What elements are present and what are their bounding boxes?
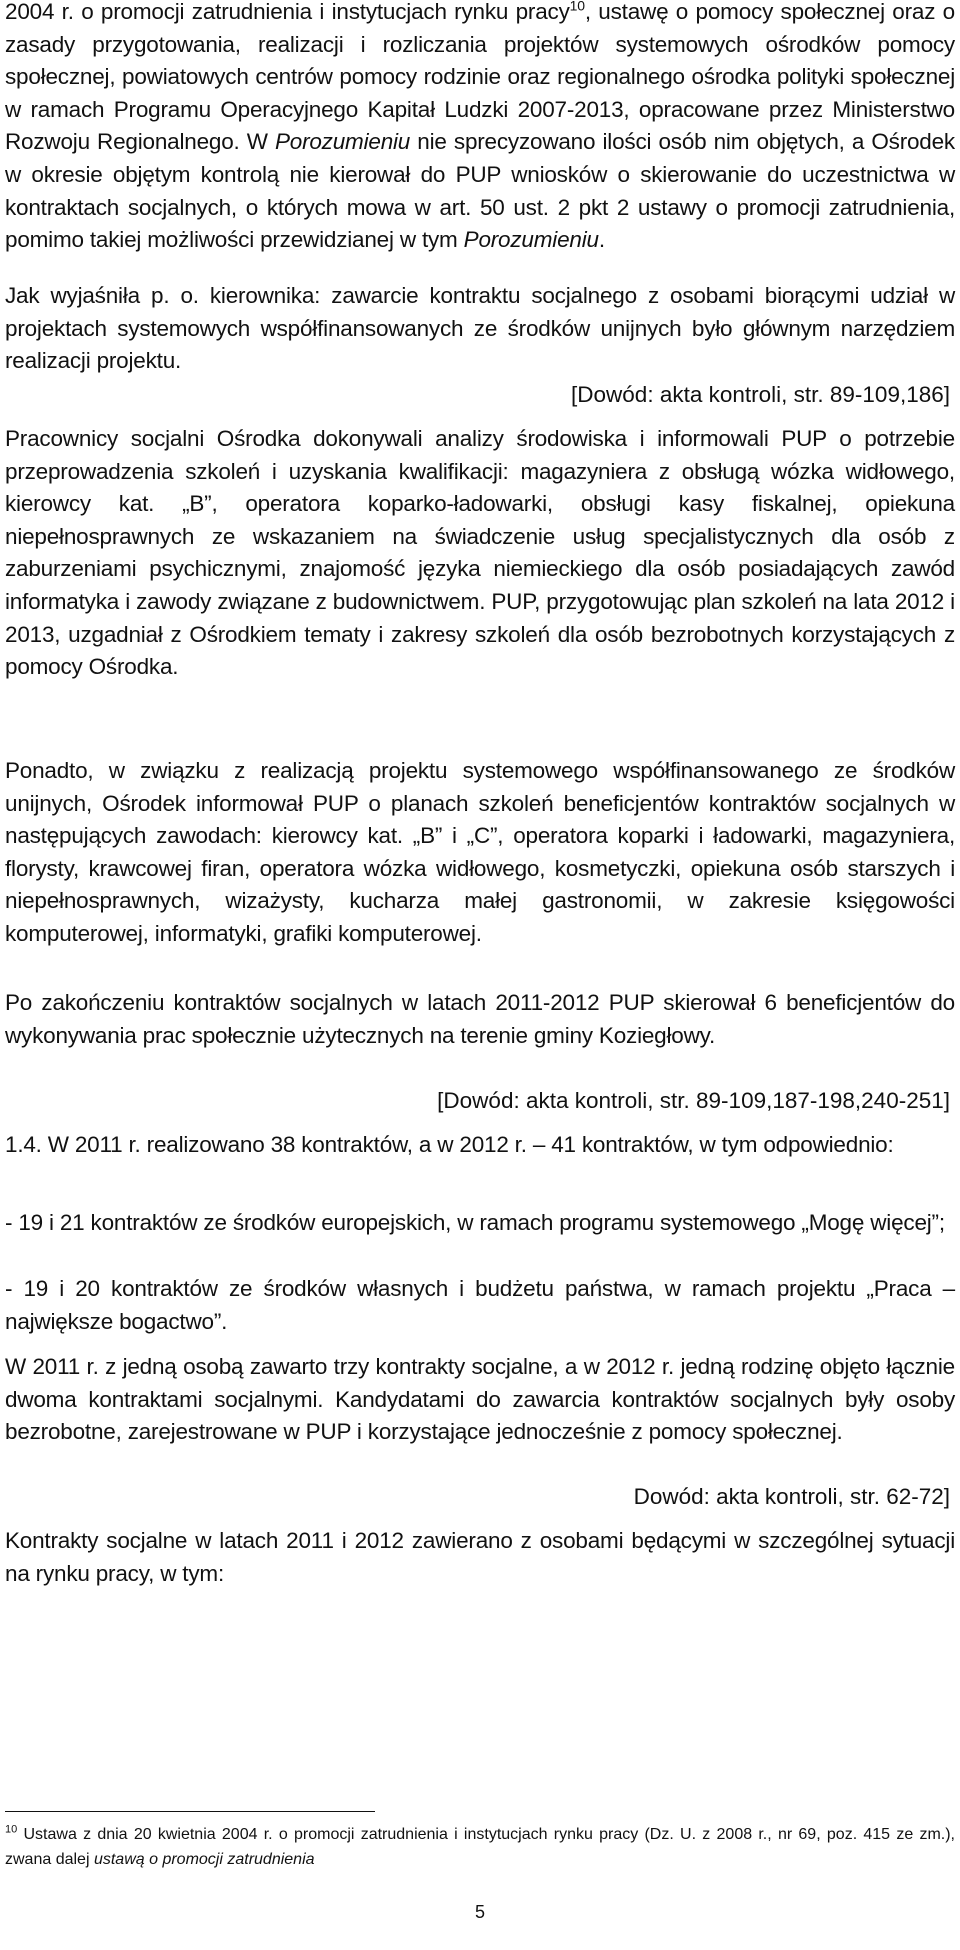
footnote [5, 1822, 955, 1872]
footnote-reference[interactable]: 10 [569, 0, 585, 14]
paragraph-text: . [598, 227, 605, 253]
evidence-citation: Dowód: akta kontroli, str. 62-72] [633, 1484, 950, 1509]
paragraph-porozumienie [5, 0, 955, 257]
footnote-number: 10 [5, 1823, 18, 1836]
footnote-italic-term: ustawą o promocji zatrudnienia [93, 1851, 315, 1868]
paragraph-special-situation: Kontrakty socjalne w latach 2011 i 2012 zawierano z osobami będącymi w szczególnej sytuacji na rynku pracy, w tym: [5, 1528, 955, 1586]
paragraph-after-contracts: Po zakończeniu kontraktów socjalnych w latach 2011-2012 PUP skierował 6 beneficjentów do wykonywania prac społecznie użytecznych na terenie gminy Koziegłowy. [5, 990, 955, 1048]
paragraph-text: , ustawę o pomocy społecznej oraz o zasady przygotowania, realizacji i rozliczania projektów systemowych ośrodków pomocy społecznej, powiatowych centrów pomocy rodzinie oraz regionalnego ośrodka polityki społecznej w ramach Programu Operacyjnego Kapitał Ludzki 2007-2013, opracowane przez Ministerstwo Rozwoju Regionalnego. W [5, 0, 955, 155]
paragraph-text: 2004 r. o promocji zatrudnienia i instytucjach rynku pracy [5, 0, 570, 24]
paragraph-contracts-count: W 2011 r. z jedną osobą zawarto trzy kontrakty socjalne, a w 2012 r. jedną rodzinę objęto łącznie dwoma kontraktami socjalnymi. Kandydatami do zawarcia kontraktów socjalnych były osoby bezrobotne, zarejestrowane w PUP i korzystające jednocześnie z pomocy społecznej. [5, 1354, 955, 1445]
footnote-text: Ustawa z dnia 20 kwietnia 2004 r. o promocji zatrudnienia i instytucjach rynku pracy (Dz. U. z 2008 r., nr 69, poz. 415 ze zm.), zwana dalej [5, 1826, 955, 1868]
list-item: - 19 i 20 kontraktów ze środków własnych i budżetu państwa, w ramach projektu „Praca – największe bogactwo”. [5, 1276, 955, 1334]
italic-term: Porozumieniu [463, 227, 599, 253]
page-number: 5 [474, 1902, 485, 1922]
evidence-citation: [Dowód: akta kontroli, str. 89-109,186] [571, 382, 950, 407]
footnote-separator [5, 1811, 375, 1812]
list-item: - 19 i 21 kontraktów ze środków europejskich, w ramach programu systemowego „Mogę więcej”; [5, 1210, 945, 1235]
italic-term: Porozumieniu [274, 129, 411, 155]
paragraph-training-plans: Ponadto, w związku z realizacją projektu systemowego współfinansowanego ze środków unijnych, Ośrodek informował PUP o planach szkoleń beneficjentów kontraktów socjalnych w następujących zawodach: kierowcy kat. „B” i „C”, operatora koparki i ładowarki, magazyniera, florysty, krawcowej firan, operatora wózka widłowego, kosmetyczki, opiekuna osób starszych i niepełnosprawnych, wizażysty, kucharza małej gastronomii, w zakresie księgowości komputerowej, informatyki, grafiki komputerowej. [5, 758, 955, 946]
paragraph-social-workers: Pracownicy socjalni Ośrodka dokonywali analizy środowiska i informowali PUP o potrzebie przeprowadzenia szkoleń i uzyskania kwalifikacji: magazyniera z obsługą wózka widłowego, kierowcy kat. „B”, operatora koparko-ładowarki, obsługi kasy fiskalnej, opiekuna niepełnosprawnych ze wskazaniem na świadczenie usług specjalistycznych dla osób z zaburzeniami psychicznymi, znajomość języka niemieckiego dla osób posiadających zawód informatyka i zawody związane z budownictwem. PUP, przygotowując plan szkoleń na lata 2012 i 2013, uzgadniał z Ośrodkiem tematy i zakresy szkoleń dla osób bezrobotnych korzystających z pomocy Ośrodka. [5, 426, 955, 680]
section-1-4-paragraph: 1.4. W 2011 r. realizowano 38 kontraktów, a w 2012 r. – 41 kontraktów, w tym odpowiednio: [5, 1132, 894, 1157]
evidence-citation: [Dowód: akta kontroli, str. 89-109,187-198,240-251] [437, 1088, 950, 1113]
paragraph-text: nie sprecyzowano ilości osób nim objętych, a Ośrodek w okresie objętym kontrolą nie kierował do PUP wniosków o skierowanie do uczestnictwa w kontraktach socjalnych, o których mowa w art. 50 ust. 2 pkt 2 ustawy o promocji zatrudnienia, pomimo takiej możliwości przewidzianej w tym [5, 129, 955, 253]
paragraph-explanation: Jak wyjaśniła p. o. kierownika: zawarcie kontraktu socjalnego z osobami biorącymi udział w projektach systemowych współfinansowanych ze środków unijnych było głównym narzędziem realizacji projektu. [5, 283, 955, 374]
